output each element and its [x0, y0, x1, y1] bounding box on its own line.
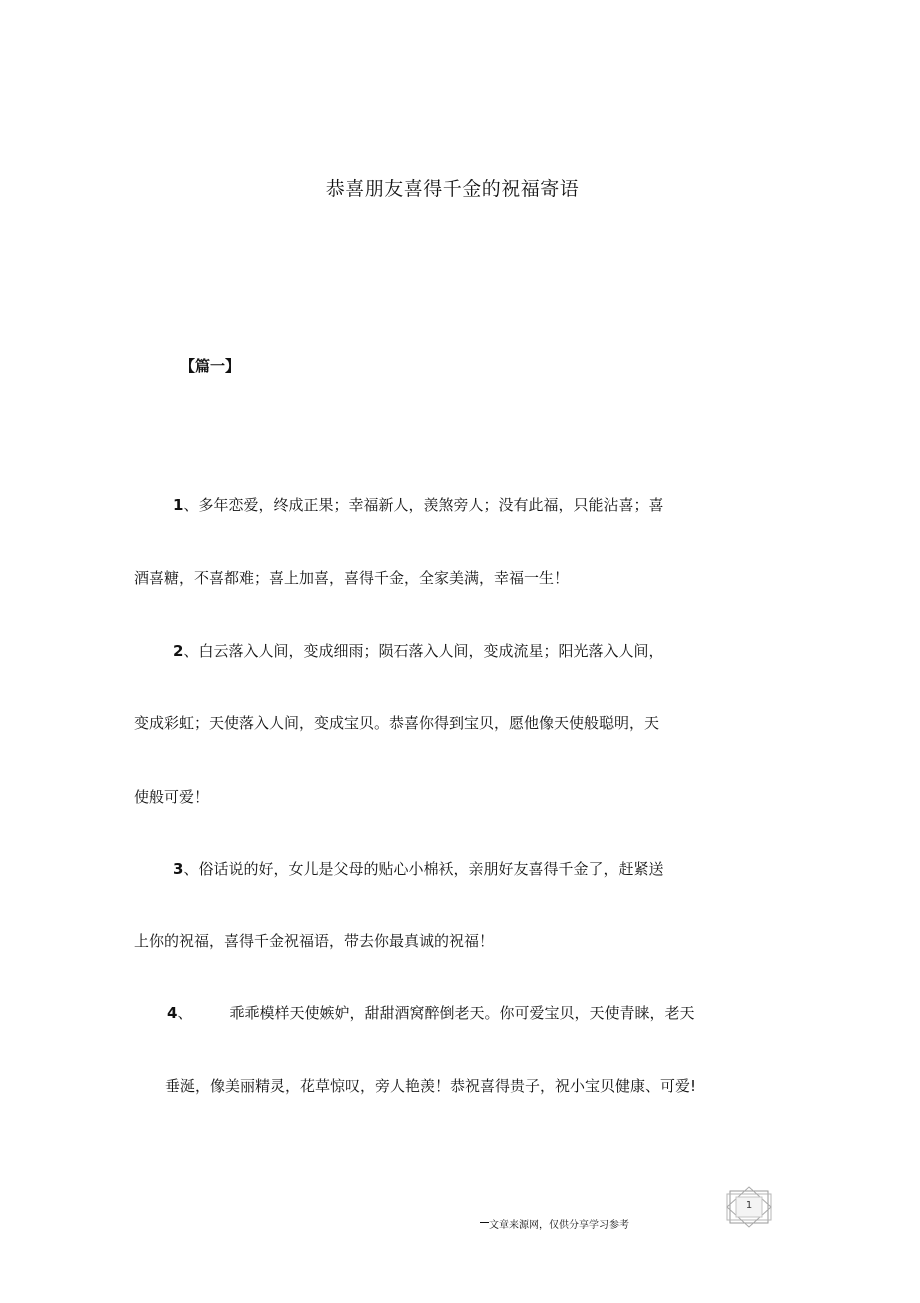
item-number: 2	[173, 642, 184, 660]
item-number: 4	[167, 1004, 178, 1022]
footer-note	[480, 1219, 629, 1233]
list-item-3-line-1	[173, 858, 663, 880]
section-label: 【篇一】	[180, 357, 241, 375]
item-separator: 、	[183, 496, 199, 514]
list-item-3-line-2: 上你的祝福，喜得千金祝福语，带去你最真诚的祝福！	[134, 932, 495, 950]
page-number-badge	[724, 1185, 774, 1229]
list-item-2-line-3: 使般可爱！	[134, 788, 210, 806]
list-item-4-line-1	[167, 1002, 694, 1024]
item-separator: 、	[177, 1004, 193, 1022]
item-text: 俗话说的好，女儿是父母的贴心小棉袄，亲朋好友喜得千金了，赶紧送	[198, 860, 664, 878]
item-text: 乖乖模样天使嫉妒，甜甜酒窝醉倒老天。你可爱宝贝，天使青睐，老天	[229, 1004, 695, 1022]
list-item-2-line-1	[173, 640, 663, 662]
item-text: 多年恋爱，终成正果；幸福新人，羡煞旁人；没有此福，只能沾喜；喜	[198, 496, 664, 514]
page-number: 1	[745, 1200, 753, 1211]
item-number: 1	[173, 496, 184, 514]
item-text: 白云落入人间，变成细雨；陨石落入人间，变成流星；阳光落入人间，	[198, 642, 664, 660]
item-separator: 、	[183, 642, 199, 660]
list-item-2-line-2: 变成彩虹；天使落入人间，变成宝贝。恭喜你得到宝贝，愿他像天使般聪明，天	[134, 714, 660, 732]
footer-dash	[480, 1222, 489, 1223]
list-item-1-line-1	[173, 494, 663, 516]
list-item-1-line-2: 酒喜糖，不喜都难；喜上加喜，喜得千金，全家美满，幸福一生！	[134, 569, 570, 587]
list-item-4-line-2: 垂涎，像美丽精灵，花草惊叹，旁人艳羡！恭祝喜得贵子，祝小宝贝健康、可爱!	[165, 1077, 697, 1095]
page-title: 恭喜朋友喜得千金的祝福寄语	[325, 178, 580, 200]
footer-text: 文章来源网，仅供分享学习参考	[489, 1220, 629, 1231]
item-separator: 、	[183, 860, 199, 878]
item-number: 3	[173, 860, 184, 878]
